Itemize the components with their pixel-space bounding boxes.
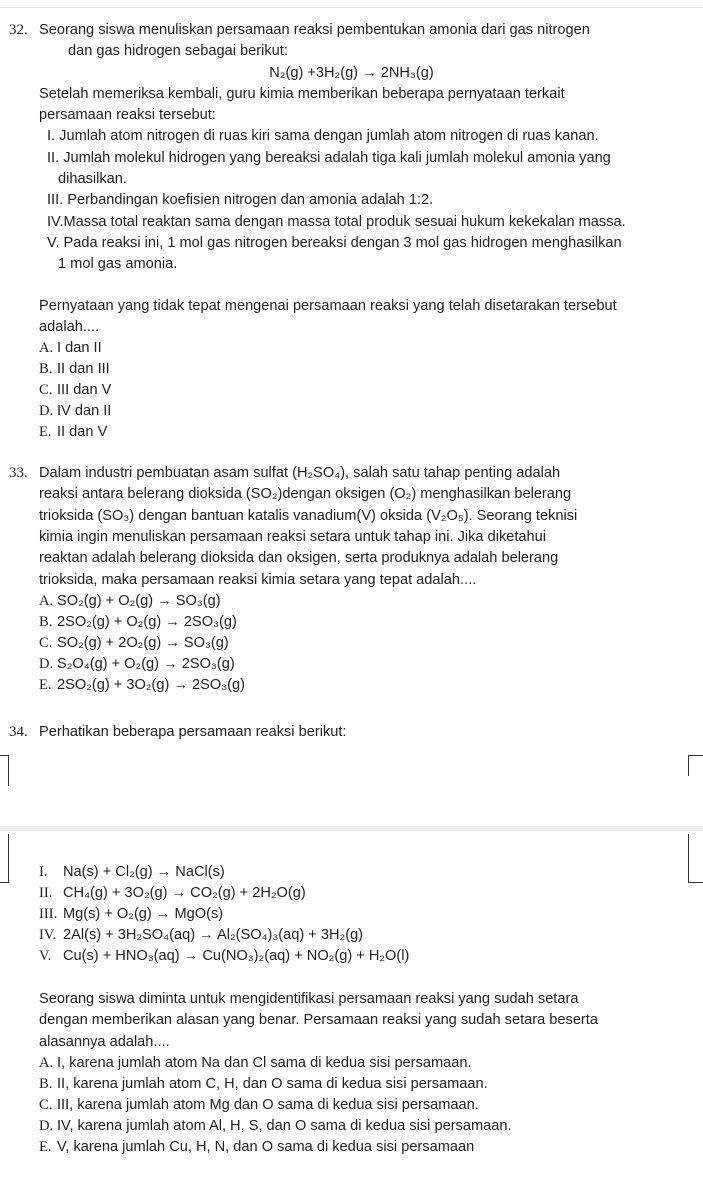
reaction-3 [0,904,703,925]
statement-5: V. Pada reaksi ini, 1 mol gas nitrogen bereaksi dengan 3 mol gas hidrogen menghasilkan [47,234,622,251]
top-divider [0,7,703,8]
option-d[interactable] [0,654,703,675]
statement-2: II. Jumlah molekul hidrogen yang bereaksi adalah tiga kali jumlah molekul amonia yang [47,149,611,166]
question-32 [0,20,703,443]
reaction-2 [0,883,703,904]
question-stem-line: Setelah memeriksa kembali, guru kimia memberikan beberapa pernyataan terkait [39,85,565,102]
crop-mark [0,755,9,786]
option-text: I dan II [57,340,102,357]
option-a[interactable] [0,338,703,359]
crop-mark [688,755,703,776]
option-text: IV, karena jumlah atom Al, H, S, dan O sama di kedua sisi persamaan. [57,1117,512,1134]
option-a[interactable] [0,591,703,612]
option-e[interactable] [0,1137,703,1158]
spacer [0,276,703,296]
option-text: III dan V [57,382,112,399]
option-letter: D. [39,1117,54,1134]
option-text: 2SO₂(g) + 3O₂(g) → 2SO₃(g) [57,676,245,693]
option-letter: C. [39,634,53,651]
question-stem-line: dan gas hidrogen sebagai berikut: [68,43,288,60]
question-stem-line: trioksida (SO₃) dengan bantuan katalis vanadium(V) oksida (V₂O₅). Seorang teknisi [39,507,578,524]
page-section-top [0,20,703,743]
option-letter: D. [39,655,54,672]
reaction-text: 2Al(s) + 3H₂SO₄(aq) → Al₂(SO₄)₃(aq) + 3H₂(g) [63,927,364,943]
statement-2-continued: dihasilkan. [58,171,127,188]
reaction-numeral: V. [39,948,52,964]
reaction-numeral: III. [39,906,58,922]
question-number: 33. [9,465,28,482]
page-section-bottom [0,862,703,1158]
option-d[interactable] [0,1116,703,1137]
question-number: 34. [9,723,28,740]
option-letter: A. [39,340,54,357]
reaction-text: CH₄(g) + 3O₂(g) → CO₂(g) + 2H₂O(g) [63,885,306,901]
reaction-1 [0,862,703,883]
statement-1: I. Jumlah atom nitrogen di ruas kiri sama dengan jumlah atom nitrogen di ruas kanan. [47,128,599,145]
option-c[interactable] [0,1095,703,1116]
reaction-numeral: I. [39,864,48,880]
question-stem-line: Dalam industri pembuatan asam sulfat (H₂SO₄), salah satu tahap penting adalah [39,465,561,482]
question-prompt: dengan memberikan alasan yang benar. Persamaan reaksi yang sudah setara beserta [39,1012,598,1029]
option-text: II dan V [57,424,108,441]
reaction-5 [0,946,703,967]
statement-5-continued: 1 mol gas amonia. [58,256,178,273]
question-stem-line: trioksida, maka persamaan reaksi kimia setara yang tepat adalah.... [39,571,477,588]
option-text: S₂O₄(g) + O₂(g) → 2SO₃(g) [57,655,235,672]
reaction-numeral: II. [39,885,53,901]
question-stem-line: persamaan reaksi tersebut: [39,107,216,124]
option-b[interactable] [0,1074,703,1095]
option-text: IV dan II [57,403,112,420]
option-e[interactable] [0,422,703,443]
question-stem-line: kimia ingin menuliskan persamaan reaksi setara untuk tahap ini. Jika diketahui [39,529,546,546]
option-d[interactable] [0,401,703,422]
question-stem-line: reaksi antara belerang dioksida (SO₂)dengan oksigen (O₂) menghasilkan belerang [39,486,572,503]
option-text: 2SO₂(g) + O₂(g) → 2SO₃(g) [57,613,237,630]
reaction-4 [0,925,703,946]
reaction-equation: N₂(g) +3H₂(g) → 2NH₃(g) [269,64,434,81]
option-letter: A. [39,1054,54,1071]
question-stem-line: Seorang siswa menuliskan persamaan reaksi pembentukan amonia dari gas nitrogen [39,22,590,38]
option-a[interactable] [0,1053,703,1074]
option-b[interactable] [0,359,703,380]
question-prompt: adalah.... [39,318,100,335]
question-prompt: Seorang siswa diminta untuk mengidentifikasi persamaan reaksi yang sudah setara [39,991,579,1007]
option-text: II, karena jumlah atom C, H, dan O sama di kedua sisi persamaan. [57,1075,488,1092]
option-letter: E. [39,424,52,441]
reaction-numeral: IV. [39,927,57,943]
option-letter: B. [39,1075,53,1092]
option-letter: A. [39,592,54,609]
question-stem-line: reaktan adalah belerang dioksida dan oksigen, serta produknya adalah belerang [39,550,559,567]
reaction-text: Na(s) + Cl₂(g) → NaCl(s) [63,864,225,880]
option-text: V, karena jumlah Cu, H, N, dan O sama di kedua sisi persamaan [57,1138,475,1155]
option-letter: C. [39,382,53,399]
option-e[interactable] [0,675,703,696]
option-text: II dan III [57,361,110,378]
spacer [0,696,703,722]
option-text: III, karena jumlah atom Mg dan O sama di kedua sisi persamaan. [57,1096,479,1113]
option-b[interactable] [0,612,703,633]
option-letter: C. [39,1096,53,1113]
statement-3: III. Perbandingan koefisien nitrogen dan amonia adalah 1:2. [47,192,434,209]
question-number: 32. [9,22,28,38]
option-text: SO₂(g) + 2O₂(g) → SO₃(g) [57,634,229,651]
question-prompt: Pernyataan yang tidak tepat mengenai persamaan reaksi yang telah disetarakan tersebut [39,297,617,314]
statement-4: IV.Massa total reaktan sama dengan massa total produk sesuai hukum kekekalan massa. [47,213,626,230]
option-text: SO₂(g) + O₂(g) → SO₃(g) [57,592,221,609]
option-letter: B. [39,361,53,378]
page-break-band [0,826,703,831]
reaction-text: Cu(s) + HNO₃(aq) → Cu(NO₃)₂(aq) + NO₂(g) + H₂O(l) [63,948,410,964]
option-letter: E. [39,676,52,693]
spacer [0,443,703,463]
option-text: I, karena jumlah atom Na dan Cl sama di kedua sisi persamaan. [57,1054,472,1071]
reaction-text: Mg(s) + O₂(g) → MgO(s) [63,906,224,922]
option-letter: B. [39,613,53,630]
question-34-header [0,722,703,743]
option-c[interactable] [0,380,703,401]
spacer [0,967,703,989]
question-33 [0,463,703,696]
option-c[interactable] [0,633,703,654]
option-letter: E. [39,1138,52,1155]
option-letter: D. [39,403,54,420]
question-prompt: alasannya adalah.... [39,1033,170,1050]
question-stem-line: Perhatikan beberapa persamaan reaksi berikut: [39,723,347,740]
